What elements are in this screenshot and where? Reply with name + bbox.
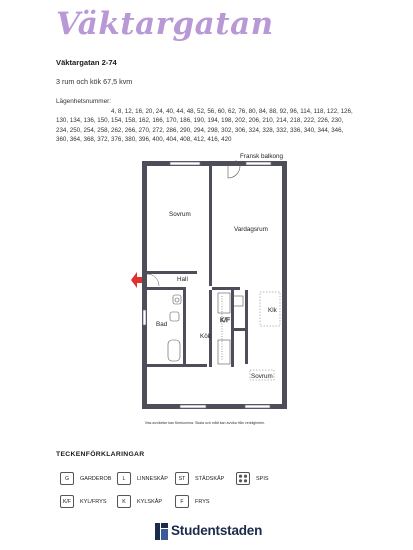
legend-label-garderob: GARDEROB [80, 476, 112, 482]
floor-plan [110, 150, 300, 422]
legend-code-stadskap: ST [175, 472, 189, 485]
brand-title: Väktargatan [56, 6, 274, 42]
plan-disclaimer: Viss avvikelse kan förekomma. Skala och mått kan avvika från verkligheten. [144, 421, 266, 425]
room-hall: Hall [177, 276, 188, 283]
legend-label-spis: SPIS [256, 476, 269, 482]
room-klk: Klk [268, 307, 277, 314]
legend-label-kylskap: KYLSKÅP [137, 499, 163, 505]
studentstaden-logo-icon [155, 523, 168, 540]
entrance-arrow-icon [131, 272, 142, 288]
address: Väktargatan 2-74 [56, 58, 117, 67]
room-sovrum-1: Sovrum [169, 211, 191, 218]
legend-title: TECKENFÖRKLARINGAR [56, 451, 145, 458]
legend-code-garderob: G [60, 472, 74, 485]
legend-label-kylfrys: KYL/FRYS [80, 499, 107, 505]
room-sovrum-2: Sovrum [251, 373, 273, 380]
apartment-size: 3 rum och kök 67,5 kvm [56, 77, 133, 86]
legend-code-linneskap: L [117, 472, 131, 485]
legend-code-kylfrys: K/F [60, 495, 74, 508]
legend-code-kylskap: K [117, 495, 131, 508]
unit-numbers: 4, 8, 12, 16, 20, 24, 40, 44, 48, 52, 56, 60, 62, 76, 80, 84, 88, 92, 96, 114, 118, 122, 126, 130, 134, 136, 150, 154, 158, 162, 166, 170, 186, 190, 194, 198, 202, 206, 210, 214, 218, 222, 226, 230, 234, 250, 254, 258, 262, 266, 270, 272, 286, 290, 294, 298, 302, 306, 324, 328, 332, 336, 340, 344, 346, 360, 364, 368, 372, 376, 380, 396, 400, 404, 408, 412, 416, 420 [56, 108, 353, 143]
balcony-label: Fransk balkong [240, 153, 284, 160]
room-bad: Bad [156, 321, 168, 328]
stove-icon [236, 472, 250, 485]
room-vardagsrum: Vardagsrum [234, 226, 268, 233]
room-kok: Kök [200, 333, 211, 340]
legend-label-linneskap: LINNESKÅP [137, 476, 168, 482]
units-title: Lägenhetsnummer: [56, 98, 112, 105]
legend-code-frys: F [175, 495, 189, 508]
studentstaden-logo: Studentstaden [171, 523, 263, 538]
room-kf: K/F [220, 317, 230, 324]
legend-label-stadskap: STÄDSKÅP [195, 476, 225, 482]
legend-label-frys: FRYS [195, 499, 210, 505]
